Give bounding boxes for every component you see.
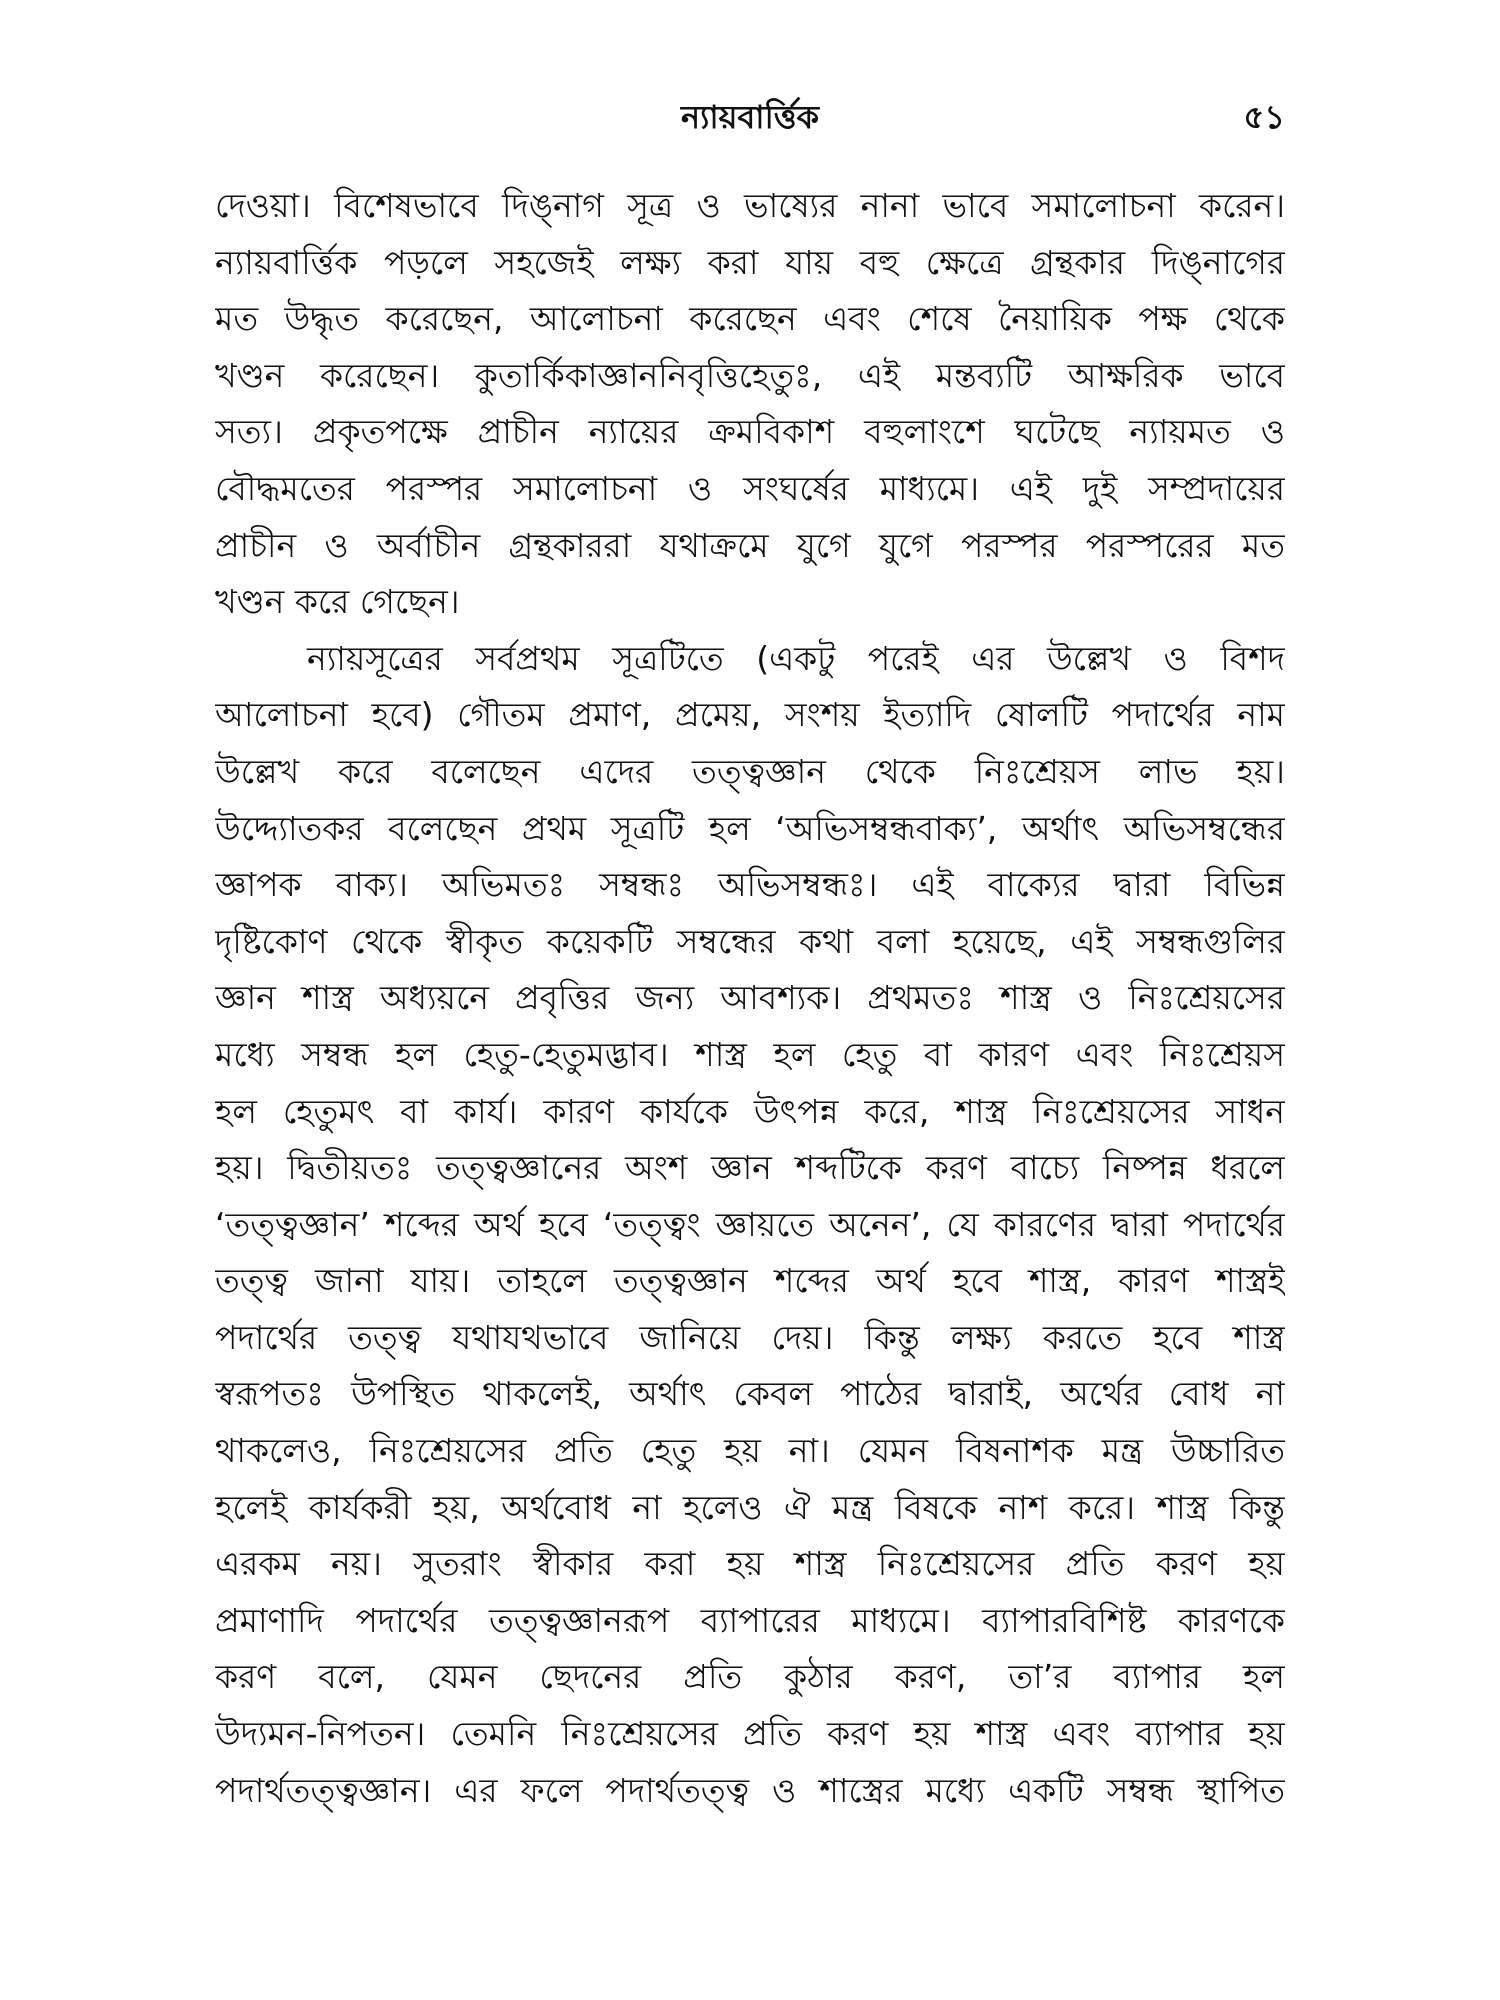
page-number: ৫১ bbox=[1243, 98, 1285, 136]
text-line: মধ্যে সম্বন্ধ হল হেতু-হেতুমদ্ভাব। শাস্ত্র হল হেতু বা কারণ এবং নিঃশ্রেয়স bbox=[215, 1034, 1285, 1074]
text-line: জ্ঞাপক বাক্য। অভিমতঃ সম্বন্ধঃ অভিসম্বন্ধঃ। এই বাক্যের দ্বারা বিভিন্ন bbox=[215, 865, 1285, 905]
text-line: বৌদ্ধমতের পরস্পর সমালোচনা ও সংঘর্ষের মাধ্যমে। এই দুই সম্প্রদায়ের bbox=[215, 468, 1285, 508]
text-line: স্বরূপতঃ উপস্থিত থাকলেই, অর্থাৎ কেবল পাঠের দ্বারাই, অর্থের বোধ না bbox=[215, 1374, 1285, 1414]
text-line: ন্যায়বার্ত্তিক পড়লে সহজেই লক্ষ্য করা যায় বহু ক্ষেত্রে গ্রন্থকার দিঙ্‌নাগের bbox=[215, 242, 1285, 282]
text-line: জ্ঞান শাস্ত্র অধ্যয়নে প্রবৃত্তির জন্য আবশ্যক। প্রথমতঃ শাস্ত্র ও নিঃশ্রেয়সের bbox=[215, 978, 1285, 1018]
text-line: মত উদ্ধৃত করেছেন, আলোচনা করেছেন এবং শেষে নৈয়ায়িক পক্ষ থেকে bbox=[215, 299, 1285, 339]
text-line: ‘তত্ত্বজ্ঞান’ শব্দের অর্থ হবে ‘তত্ত্বং জ্ঞায়তে অনেন’, যে কারণের দ্বারা পদার্থের bbox=[215, 1204, 1285, 1244]
text-line: খণ্ডন করেছেন। কুতার্কিকাজ্ঞাননিবৃত্তিহেতুঃ, এই মন্তব্যটি আক্ষরিক ভাবে bbox=[215, 355, 1285, 395]
running-title: ন্যায়বার্ত্তিক bbox=[680, 98, 820, 136]
text-line: তত্ত্ব জানা যায়। তাহলে তত্ত্বজ্ঞান শব্দের অর্থ হবে শাস্ত্র, কারণ শাস্ত্রই bbox=[215, 1261, 1285, 1301]
text-line: হয়। দ্বিতীয়তঃ তত্ত্বজ্ঞানের অংশ জ্ঞান শব্দটিকে করণ বাচ্যে নিষ্পন্ন ধরলে bbox=[215, 1148, 1285, 1188]
text-line: হল হেতুমৎ বা কার্য। কারণ কার্যকে উৎপন্ন করে, শাস্ত্র নিঃশ্রেয়সের সাধন bbox=[215, 1091, 1285, 1131]
text-line: পদার্থের তত্ত্ব যথাযথভাবে জানিয়ে দেয়। কিন্তু লক্ষ্য করতে হবে শাস্ত্র bbox=[215, 1317, 1285, 1357]
text-line: প্রাচীন ও অর্বাচীন গ্রন্থকাররা যথাক্রমে যুগে যুগে পরস্পর পরস্পরের মত bbox=[215, 525, 1285, 565]
text-line: দেওয়া। বিশেষভাবে দিঙ্‌নাগ সূত্র ও ভাষ্যের নানা ভাবে সমালোচনা করেন। bbox=[215, 186, 1285, 225]
text-line: পদার্থতত্ত্বজ্ঞান। এর ফলে পদার্থতত্ত্ব ও শাস্ত্রের মধ্যে একটি সম্বন্ধ স্থাপিত bbox=[215, 1770, 1285, 1810]
text-line: আলোচনা হবে) গৌতম প্রমাণ, প্রমেয়, সংশয় ইত্যাদি ষোলটি পদার্থের নাম bbox=[215, 695, 1285, 735]
text-line: এরকম নয়। সুতরাং স্বীকার করা হয় শাস্ত্র নিঃশ্রেয়সের প্রতি করণ হয় bbox=[215, 1544, 1285, 1584]
text-line: উল্লেখ করে বলেছেন এদের তত্ত্বজ্ঞান থেকে নিঃশ্রেয়স লাভ হয়। bbox=[215, 751, 1285, 791]
text-line-indented: ন্যায়সূত্রের সর্বপ্রথম সূত্রটিতে (একটু পরেই এর উল্লেখ ও বিশদ bbox=[307, 638, 1285, 678]
text-line: প্রমাণাদি পদার্থের তত্ত্বজ্ঞানরূপ ব্যাপারের মাধ্যমে। ব্যাপারবিশিষ্ট কারণকে bbox=[215, 1600, 1285, 1640]
text-line: উদ্যমন-নিপতন। তেমনি নিঃশ্রেয়সের প্রতি করণ হয় শাস্ত্র এবং ব্যাপার হয় bbox=[215, 1714, 1285, 1754]
text-line: দৃষ্টিকোণ থেকে স্বীকৃত কয়েকটি সম্বন্ধের কথা বলা হয়েছে, এই সম্বন্ধগুলির bbox=[215, 921, 1285, 961]
text-line: খণ্ডন করে গেছেন। bbox=[215, 582, 460, 622]
text-line: থাকলেও, নিঃশ্রেয়সের প্রতি হেতু হয় না। যেমন বিষনাশক মন্ত্র উচ্চারিত bbox=[215, 1431, 1285, 1471]
running-header bbox=[215, 92, 1285, 142]
body-text bbox=[215, 178, 1285, 1819]
text-line: উদ্দ্যোতকর বলেছেন প্রথম সূত্রটি হল ‘অভিসম্বন্ধবাক্য’, অর্থাৎ অভিসম্বন্ধের bbox=[215, 808, 1285, 848]
text-line: সত্য। প্রকৃতপক্ষে প্রাচীন ন্যায়ের ক্রমবিকাশ বহুলাংশে ঘটেছে ন্যায়মত ও bbox=[215, 412, 1285, 452]
text-line: হলেই কার্যকরী হয়, অর্থবোধ না হলেও ঐ মন্ত্র বিষকে নাশ করে। শাস্ত্র কিন্তু bbox=[215, 1487, 1285, 1527]
text-line: করণ বলে, যেমন ছেদনের প্রতি কুঠার করণ, তা’র ব্যাপার হল bbox=[215, 1657, 1285, 1697]
